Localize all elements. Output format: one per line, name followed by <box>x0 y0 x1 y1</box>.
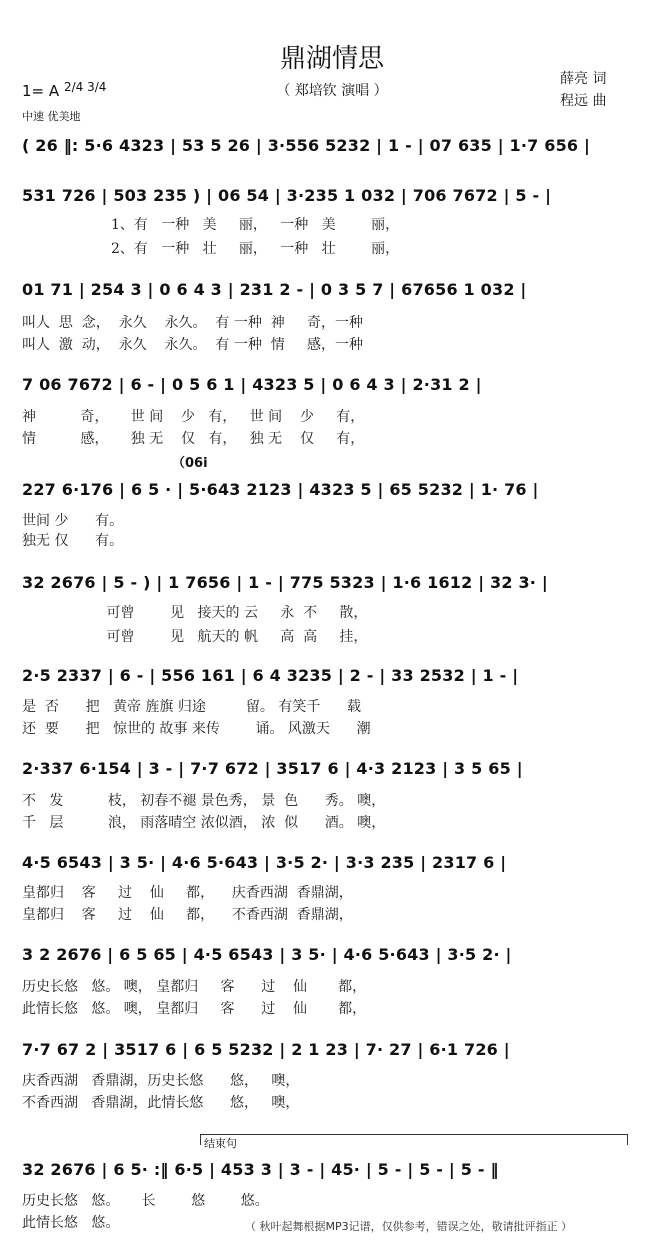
lyric-verse-1: 神 奇， 世 间 少 有， 世 间 少 有， <box>22 409 365 425</box>
lyric-verse-2: 情 感， 独 无 仅 有， 独 无 仅 有， <box>22 431 365 447</box>
lyric-verse-2: 可曾 见 航天的 帆 高 高 挂， <box>22 629 368 645</box>
time-signature: 2/4 3/4 <box>64 80 107 94</box>
tempo-marking: 中速 优美地 <box>22 110 81 123</box>
transcription-note: （ 秋叶起舞根据MP3记谱，仅供参考，错误之处，敬请批评指正 ） <box>245 1220 573 1233</box>
lyric-verse-1: 是 否 把 黄帝 旌旗 归途 留。 有笑千 载 <box>22 699 362 715</box>
lyric-verse-1: 叫人 思 念， 永久 永久。 有 一种 神 奇，一种 <box>22 315 364 331</box>
lyric-verse-2: 皇都归 客 过 仙 都， 不香西湖 香鼎湖， <box>22 907 353 923</box>
notation-line-3: 01 71 | 254 3 | 0 6 4 3 | 231 2 - | 0 3 5 7 | 67656 1 032 | <box>22 280 527 299</box>
lyric-verse-1: 皇都归 客 过 仙 都， 庆香西湖 香鼎湖， <box>22 885 353 901</box>
lyric-verse-2: 此情长悠 悠。 噢， 皇都归 客 过 仙 都， <box>22 1001 367 1017</box>
song-title: 鼎湖情思 <box>279 44 384 74</box>
key-signature: 1= A <box>22 82 60 100</box>
lyric-verse-1: 庆香西湖 香鼎湖，历史长悠 悠， 噢， <box>22 1073 300 1089</box>
notation-line-8: 2·337 6·154 | 3 - | 7·7 672 | 3517 6 | 4·3 2123 | 3 5 65 | <box>22 759 523 778</box>
notation-line-9: 4·5 6543 | 3 5· | 4·6 5·643 | 3·5 2· | 3·3 235 | 2317 6 | <box>22 853 507 872</box>
notation-line-4: 7 06 7672 | 6 - | 0 5 6 1 | 4323 5 | 0 6 4 3 | 2·31 2 | <box>22 375 482 394</box>
performer-credit: （ 郑培钦 演唱 ） <box>276 83 388 99</box>
lyric-verse-1: 世间 少 有。 <box>22 513 124 529</box>
composer-credit: 程远 曲 <box>560 93 607 109</box>
lyric-verse-2: 此情长悠 悠。 <box>22 1215 120 1231</box>
notation-line-11: 7·7 67 2 | 3517 6 | 6 5 5232 | 2 1 23 | 7· 27 | 6·1 726 | <box>22 1040 510 1059</box>
end-section-bracket <box>200 1134 628 1145</box>
lyric-verse-1: 可曾 见 接天的 云 永 不 散， <box>22 605 368 621</box>
notation-line-7: 2·5 2337 | 6 - | 556 161 | 6 4 3235 | 2 - | 33 2532 | 1 - | <box>22 666 519 685</box>
notation-line-1: ( 26 ‖: 5·6 4323 | 53 5 26 | 3·556 5232 | 1 - | 07 635 | 1·7 656 | <box>22 136 591 155</box>
lyric-verse-1: 历史长悠 悠。 长 悠 悠。 <box>22 1193 269 1209</box>
notation-line-5: 227 6·176 | 6 5 · | 5·643 2123 | 4323 5 | 65 5232 | 1· 76 | <box>22 480 539 499</box>
lyric-verse-2: 千 层 浪， 雨落晴空 浓似酒， 浓 似 酒。 噢， <box>22 815 386 831</box>
lyric-verse-1: 1、有 一种 美 丽， 一种 美 丽， <box>22 217 400 233</box>
notation-line-10: 3 2 2676 | 6 5 65 | 4·5 6543 | 3 5· | 4·6 5·643 | 3·5 2· | <box>22 945 512 964</box>
lyric-verse-2: 叫人 激 动， 永久 永久。 有 一种 情 感，一种 <box>22 337 364 353</box>
notation-line-12: 32 2676 | 6 5· :‖ 6·5 | 453 3 | 3 - | 45· | 5 - | 5 - | 5 - ‖ <box>22 1160 499 1179</box>
notation-line-6: 32 2676 | 5 - ) | 1 7656 | 1 - | 775 5323 | 1·6 1612 | 32 3· | <box>22 573 548 592</box>
lyric-verse-1: 历史长悠 悠。 噢， 皇都归 客 过 仙 都， <box>22 979 367 995</box>
lyric-verse-1: 不 发 枝， 初春不褪 景色秀， 景 色 秀。 噢， <box>22 793 386 809</box>
lyric-verse-2: 2、有 一种 壮 丽， 一种 壮 丽， <box>22 241 400 257</box>
lead-in-notes: （06i <box>172 456 208 471</box>
lyric-verse-2: 还 要 把 惊世的 故事 来传 诵。 风激天 潮 <box>22 721 371 737</box>
lyric-verse-2: 不香西湖 香鼎湖，此情长悠 悠， 噢， <box>22 1095 300 1111</box>
end-section-label: 结束句 <box>204 1137 237 1150</box>
lyricist-credit: 薛亮 词 <box>560 71 607 87</box>
lyric-verse-2: 独无 仅 有。 <box>22 533 124 549</box>
notation-line-2: 531 726 | 503 235 ) | 06 54 | 3·235 1 032 | 706 7672 | 5 - | <box>22 186 552 205</box>
